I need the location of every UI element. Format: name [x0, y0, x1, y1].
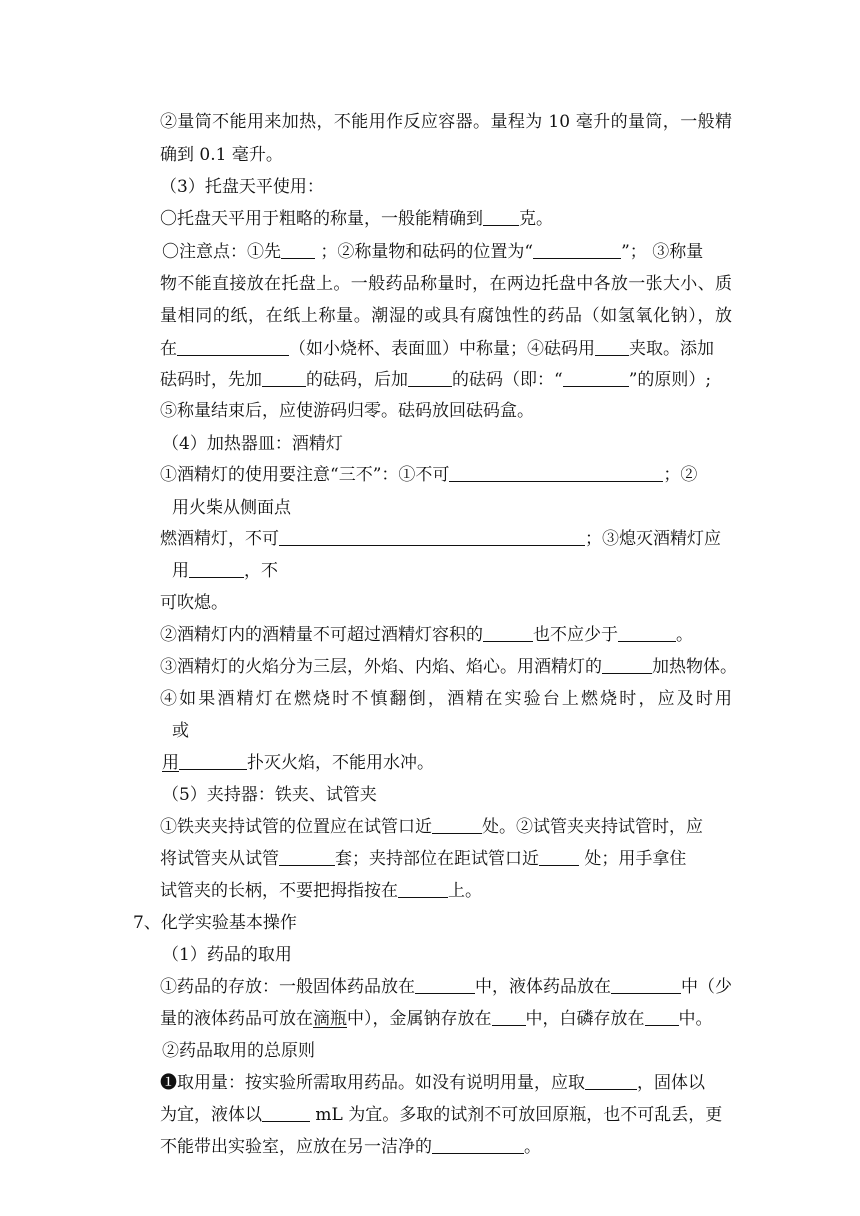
text-span: 处；用手拿住: [579, 849, 687, 869]
fill-blank: [602, 657, 652, 674]
text-span: ③酒精灯的火焰分为三层，外焰、内焰、焰心。用酒精灯的: [160, 657, 602, 677]
text-line: [162, 1040, 734, 1062]
fill-blank: [483, 625, 533, 642]
text-line: [172, 497, 744, 519]
text-line: [160, 1072, 732, 1094]
text-span: 或: [172, 721, 189, 741]
text-span: ②量筒不能用来加热，不能用作反应容器。量程为 10 毫升的量筒，一般精: [160, 112, 732, 132]
text-span: 中（少: [681, 977, 732, 997]
text-line: [160, 369, 732, 391]
text-span: 砝码时，先加: [160, 370, 262, 390]
text-span: ；③熄灭酒精灯应: [585, 529, 721, 549]
text-span: 克。: [519, 209, 553, 229]
text-line: [172, 720, 744, 742]
text-line: [160, 111, 732, 133]
text-span: 夹取。添加: [629, 339, 714, 359]
text-span: ”； ③称量: [621, 242, 704, 262]
text-span: 确到 0.1 毫升。: [160, 145, 283, 165]
text-span: 处。②试管夹夹持试管时，应: [482, 817, 703, 837]
text-span: mL 为宜。多取的试剂不可放回原瓶，也不可乱丢，更: [310, 1105, 723, 1125]
fill-blank: [189, 561, 244, 578]
text-line: [160, 848, 732, 870]
text-line: [160, 1008, 732, 1030]
fill-blank: [563, 370, 629, 387]
text-span: 物不能直接放在托盘上。一般药品称量时，在两边托盘中各放一张大小、质: [160, 274, 732, 294]
text-span: 。: [524, 1137, 541, 1157]
text-span: 量相同的纸，在纸上称量。潮湿的或具有腐蚀性的药品（如氢氧化钠），放: [160, 306, 732, 326]
text-span: ⑤称量结束后，应使游码归零。砝码放回砝码盒。: [160, 401, 534, 421]
text-span: 将试管夹从试管: [160, 849, 279, 869]
text-line: [160, 976, 732, 998]
text-span: 7、化学实验基本操作: [133, 913, 297, 933]
text-span: 。: [676, 625, 693, 645]
text-span: 也不应少于: [533, 625, 618, 645]
section-heading: [162, 944, 734, 966]
text-span: 燃酒精灯，不可: [160, 529, 279, 549]
fill-blank: [262, 1105, 310, 1122]
text-line: [160, 1136, 732, 1158]
fill-blank: [281, 242, 315, 259]
fill-blank: [279, 849, 335, 866]
text-line: [162, 752, 734, 774]
text-span: 的砝码（即：“: [452, 370, 563, 390]
fill-blank: [618, 625, 676, 642]
text-line: [160, 400, 732, 422]
text-span: 加热物体。: [652, 657, 737, 677]
text-span: 中。: [678, 1009, 713, 1029]
section-heading: [160, 176, 732, 198]
text-span: ；②称量物和砝码的位置为“: [320, 242, 534, 262]
text-span: ；②: [663, 465, 698, 485]
text-span: 为宜，液体以: [160, 1105, 262, 1125]
text-span: ，固体以: [637, 1073, 705, 1093]
text-span: 扑灭火焰，不能用水冲。: [247, 753, 434, 773]
text-span: ❶取用量：按实验所需取用药品。如没有说明用量，应取: [160, 1073, 585, 1093]
fill-blank: [539, 849, 579, 866]
text-span: 量的液体药品可放在: [160, 1009, 313, 1029]
text-span: 〇托盘天平用于粗略的称量，一般能精确到: [160, 209, 483, 229]
text-line: [160, 528, 732, 550]
fill-blank: [533, 242, 621, 259]
text-span: ，不: [244, 561, 278, 581]
section-heading: [162, 433, 734, 455]
text-line: [160, 688, 732, 710]
text-span: （3）托盘天平使用：: [160, 177, 324, 197]
fill-blank: [432, 1137, 524, 1154]
text-line: [160, 144, 732, 166]
text-span: （如小烧杯、表面皿）中称量；④砝码用: [289, 339, 595, 359]
fill-blank: [483, 209, 519, 226]
text-span: 试管夹的长柄，不要把拇指按在: [160, 881, 398, 901]
text-span: 用: [172, 561, 189, 581]
text-span: （1）药品的取用: [162, 945, 292, 965]
fill-blank: [179, 753, 247, 770]
text-span: 中，液体药品放在: [475, 977, 611, 997]
fill-blank: [177, 339, 289, 356]
fill-blank: [595, 339, 629, 356]
text-span: 的砝码，后加: [306, 370, 408, 390]
text-span: 用火柴从侧面点: [172, 498, 291, 518]
text-line: [162, 241, 732, 263]
text-span: 可吹熄。: [160, 593, 228, 613]
text-span: ①酒精灯的使用要注意“三不”：①不可: [160, 465, 450, 485]
fill-blank: [432, 817, 482, 834]
text-span: 中），金属钠存放在: [347, 1009, 492, 1029]
fill-blank: [449, 465, 663, 482]
fill-blank: [585, 1073, 637, 1090]
text-span: 用: [162, 753, 179, 773]
fill-blank: [408, 370, 452, 387]
text-line: [160, 1104, 732, 1126]
text-line: [160, 338, 732, 360]
text-span: ①铁夹夹持试管的位置应在试管口近: [160, 817, 432, 837]
text-line: [160, 816, 732, 838]
fill-blank: [262, 370, 306, 387]
text-span: 不能带出实验室，应放在另一洁净的: [160, 1137, 432, 1157]
fill-blank: [398, 881, 448, 898]
fill-blank: [415, 977, 475, 994]
text-span: ④如果酒精灯在燃烧时不慎翻倒，酒精在实验台上燃烧时，应及时用: [160, 689, 732, 709]
chapter-heading: [133, 912, 705, 934]
text-line: [160, 273, 732, 295]
text-span: 〇注意点：①先: [162, 242, 281, 262]
text-span: 中，白磷存放在: [525, 1009, 645, 1029]
text-span: 上。: [448, 881, 482, 901]
fill-blank: [279, 529, 585, 546]
text-line: [160, 624, 732, 646]
text-line: [160, 305, 732, 327]
fill-blank: [645, 1009, 679, 1026]
text-line: [160, 656, 737, 678]
text-line: [160, 592, 732, 614]
text-line: [160, 208, 732, 230]
text-line: [172, 560, 744, 582]
text-span: ”的原则）;: [628, 370, 712, 390]
section-heading: [162, 784, 734, 806]
text-span: （4）加热器皿：酒精灯: [162, 434, 343, 454]
text-line: [160, 464, 732, 486]
fill-blank: [492, 1009, 526, 1026]
text-span: ①药品的存放：一般固体药品放在: [160, 977, 415, 997]
fill-blank: [611, 977, 681, 994]
text-span: 套；夹持部位在距试管口近: [335, 849, 539, 869]
text-line: [160, 880, 732, 902]
text-span: 滴瓶: [313, 1009, 347, 1029]
text-span: 在: [160, 339, 177, 359]
text-span: ②酒精灯内的酒精量不可超过酒精灯容积的: [160, 625, 483, 645]
text-span: （5）夹持器：铁夹、试管夹: [162, 785, 377, 805]
text-span: ②药品取用的总原则: [162, 1041, 315, 1061]
